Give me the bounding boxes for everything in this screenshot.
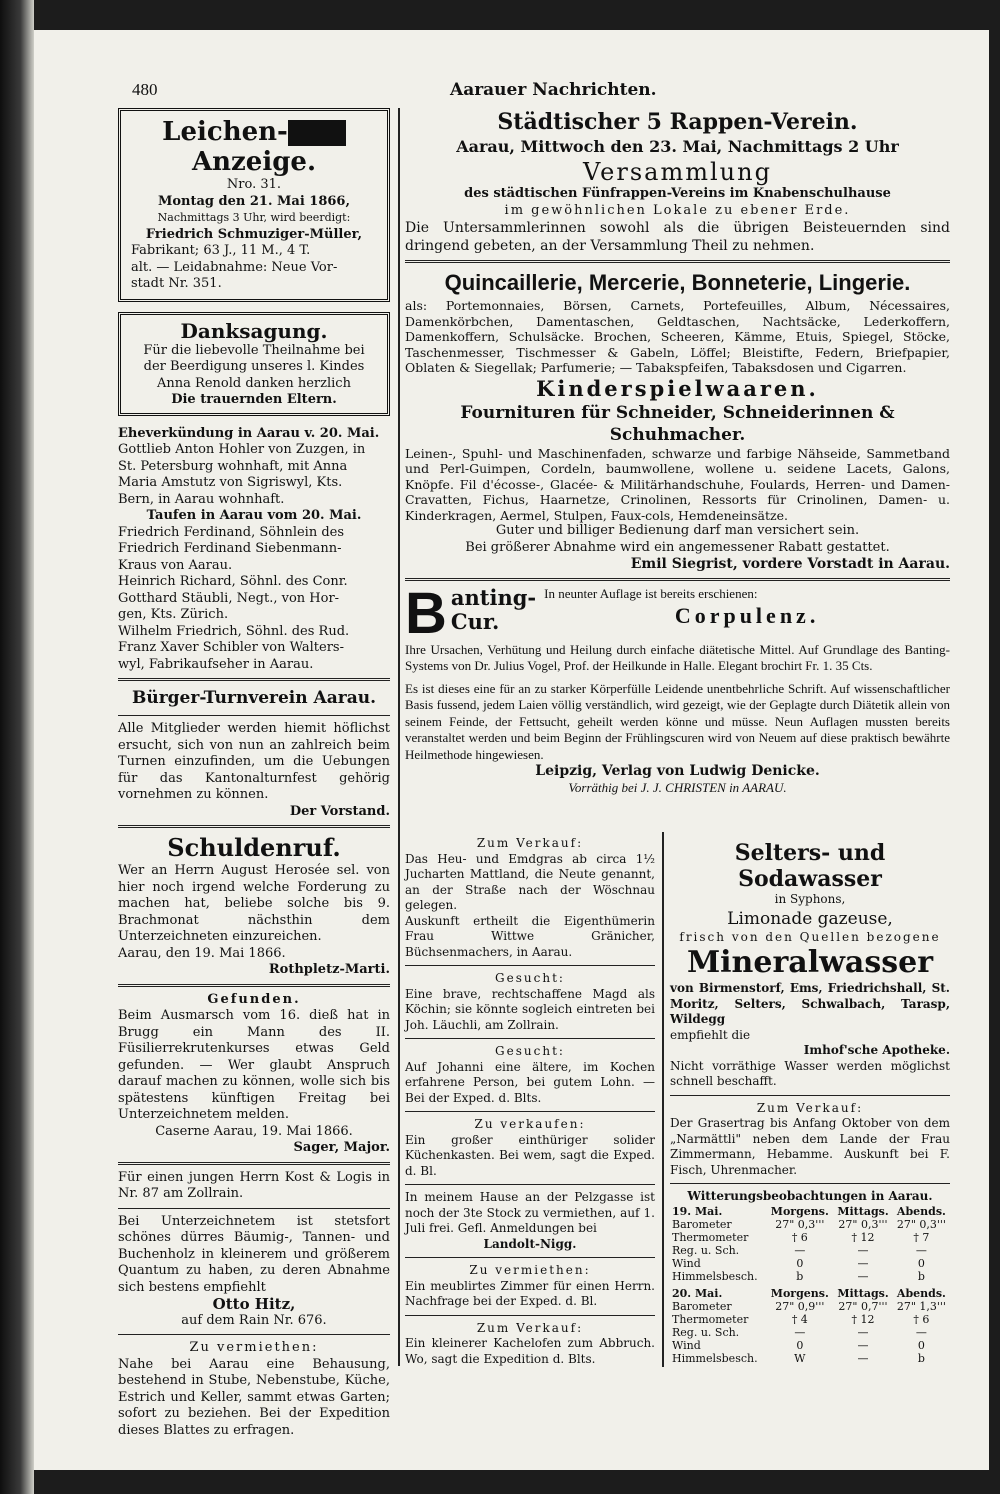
selters-l4: von Birmenstorf, Ems, Friedrichshall, St. Moritz, Selters, Schwalbach, Tarasp, Wildegg [670,981,950,1026]
weather-cell: † 12 [851,1312,875,1326]
divider [118,715,390,716]
selters-l7: Nicht vorräthige Wasser werden möglichst schnell beschafft. [670,1058,950,1088]
banting-logo-c: Cur. [450,608,500,634]
verkaufen-title: Zu verkaufen: [474,1117,586,1131]
banting-intro: In neunter Auflage ist bereits erschienen: [544,585,758,601]
ads-column [405,836,655,1367]
marriage-line: St. Petersburg wohnhaft, mit Anna [118,458,348,474]
weather-cell: 27" 0,9''' [775,1299,825,1313]
gras-text: Der Grasertrag bis Anfang Oktober von dem „Narmättli" neben dem Lande der Frau Zimmermann, Hebamme. Auskunft bei F. Fisch, Uhrenmacher. [670,1116,950,1177]
banting-text: Es ist dieses eine für an zu starker Körperfülle Leidende unentbehrliche Schrift. Auf wissenschaftlicher Basis fussend, jedem Laien völlig verständlich, wird gezeigt, wie der Geplagte durch Diätetik allein von seinem Feinde, der Fettsucht, geheilt werden könne und müsse. Neun Auflagen mussten bereits veranstaltet werden und beim Beginn der Frühlingscuren wird von Neuem auf diese praktisch bewährte Heilmethode hingewiesen. [405,680,950,762]
divider [118,825,390,828]
funeral-line: Fabrikant; 63 J., 11 M., 4 T. [131,243,311,258]
divider [118,984,390,987]
marriage-line: Maria Amstutz von Sigriswyl, Kts. [118,475,343,490]
divider [405,965,655,966]
weather-cell: b [796,1269,804,1283]
shop-line2: Bei größerer Abnahme wird ein angemessener Rabatt gestattet. [465,539,890,555]
funeral-time: Nachmittags 3 Uhr, wird beerdigt: [157,211,351,224]
weather-head: Abends. [896,1286,946,1300]
banting-logo-a: anting- [450,585,537,610]
weather-cell: Wind [672,1256,701,1270]
weather-cell: 0 [796,1256,804,1270]
holz-sign: Otto Hitz, [212,1295,296,1313]
page-edge-shadow [0,0,34,1494]
baptism-title: Taufen in Aarau vom 20. Mai. [146,508,362,523]
zimmer-title: Zu vermiethen: [469,1263,591,1277]
baptism-line: Friedrich Ferdinand Siebenmann- [118,541,342,556]
weather-cell: — [794,1325,806,1339]
weather-cell: Thermometer [672,1312,749,1326]
divider [405,1257,655,1258]
weather-cell: 27" 0,7''' [838,1299,888,1313]
weather-cell: † 6 [913,1312,930,1326]
banting-sub: Ihre Ursachen, Verhütung und Heilung durch einfache diätetische Mittel. Auf Grundlage des Banting-Systems von Dr. Julius Vogel, Prof. der Heilkunde in Halle. Elegant brochirt Fr. 1. 35 Cts. [405,641,950,673]
weather-cell: b [917,1269,925,1283]
weather-cell: — [857,1325,869,1339]
weather-cell: Barometer [672,1299,732,1313]
baptism-line: Friedrich Ferdinand, Söhnlein des [118,524,345,540]
marriage-title: Eheverkündung in Aarau v. 20. Mai. [118,425,380,441]
weather-table-day2 [670,1287,950,1365]
thanks-notice [118,312,390,416]
baptism-line: gen, Kts. Zürich. [118,607,229,622]
verkauf1-title: Zum Verkauf: [476,836,584,850]
gefunden-text: Beim Ausmarsch vom 16. dieß hat in Brugg ein Mann des II. Füsilierrekrutenkurses etwas Geld gefunden. — Wer glaubt Anspruch darauf machen zu können, wolle sich bis spätestens künftigen Freitag bei Unterzeichnetem melden. [118,1008,390,1122]
verein-heading: Versammlung [583,158,772,186]
weather-head: Mittags. [837,1204,889,1218]
turnverein-text: Alle Mitglieder werden hiemit höflichst ersucht, sich von nun an zahlreich beim Turnen einzufinden, um die Uebungen für das Kantonalturnfest gehörig vornehmen zu können. [118,721,390,802]
weather-cell: — [857,1351,869,1365]
baptism-line: wyl, Fabrikaufseher in Aarau. [118,656,314,672]
holz-sign2: auf dem Rain Nr. 676. [181,1312,327,1328]
baptism-line: Wilhelm Friedrich, Söhnl. des Rud. [118,623,350,639]
schuldenruf-text: Wer an Herrn August Herosée sel. von hier noch irgend welche Forderung zu machen hat, beliebe solche bis 9. Brachmonat nächsthin dem Unterzeichneten einzureichen. [118,863,390,944]
gesucht1-title: Gesucht: [495,971,565,985]
weather-cell: † 12 [851,1230,875,1244]
shop-sign: Emil Siegrist, vordere Vorstadt in Aarau. [630,556,950,572]
baptism-line: Gotthard Stäubli, Negt., von Hor- [118,590,340,606]
gras-title: Zum Verkauf: [756,1100,864,1115]
weather-cell: † 6 [791,1230,808,1244]
divider [405,1038,655,1039]
divider [118,1162,390,1165]
weather-cell: 0 [796,1338,804,1352]
weather-cell: — [857,1269,869,1283]
weather-cell: — [857,1243,869,1257]
funeral-number: Nro. 31. [226,177,282,192]
gesucht2-title: Gesucht: [495,1044,565,1058]
pelz-sign: Landolt-Nigg. [483,1236,577,1251]
weather-cell: 0 [917,1338,925,1352]
marriage-line: Bern, in Aarau wohnhaft. [118,491,285,507]
weather-cell: Barometer [672,1217,732,1231]
verein-title: Städtischer 5 Rappen-Verein. [497,109,858,135]
gefunden-sign: Sager, Major. [293,1140,390,1155]
weather-cell: — [794,1243,806,1257]
banting-ad [405,586,950,642]
weather-cell: Thermometer [672,1230,749,1244]
funeral-notice [118,108,390,302]
weather-cell: 27" 0,3''' [838,1217,888,1231]
weather-cell: Reg. u. Sch. [672,1243,740,1257]
black-mourning-band [288,120,346,146]
thanks-title: Danksagung. [180,318,328,343]
weather-cell: 27" 0,3''' [896,1217,946,1231]
weather-head: Abends. [896,1204,946,1218]
banting-logo-b: B [405,585,447,642]
thanks-line: der Beerdigung unseres l. Kindes [143,359,365,374]
weather-cell: b [917,1351,925,1365]
gesucht1-text: Eine brave, rechtschaffene Magd als Köchin; sie könnte sogleich eintreten bei Joh. Läuchli, am Zollrain. [405,986,655,1032]
shop-text: als: Portemonnaies, Börsen, Carnets, Portefeuilles, Album, Nécessaires, Damenkörbchen, Damentaschen, Geldtaschen, Nachtsäcke, Lederkoffern, Damenkoffern, Schulsäcke. Brochen, Scheeren, Kämme, Etuis, Spiegel, Stöcke, Taschenmesser, Tischmesser & Gabeln, Löffel; Bleistifte, Federn, Briefpapier, Oblaten & Siegellak; Parfumerie; — Tabakspfeifen, Tabaksdosen und Cigarren. [405,298,950,375]
weather-cell: 27" 0,3''' [775,1217,825,1231]
divider [118,1208,390,1209]
turnverein-sign: Der Vorstand. [289,803,390,819]
weather-cell: Wind [672,1338,701,1352]
divider [118,1334,390,1335]
ofen-title: Zum Verkauf: [476,1320,584,1335]
banting-title: Corpulenz. [674,603,820,628]
weather-table-day1 [670,1205,950,1283]
column-divider [398,108,400,1366]
weather-head: Mittags. [837,1286,889,1300]
selters-column [670,840,950,1365]
weather-cell: † 7 [913,1230,930,1244]
banting-stock: Vorräthig bei J. J. CHRISTEN in AARAU. [568,779,787,795]
verkaufen-text: Ein großer einthüriger solider Küchenkasten. Bei wem, sagt die Exped. d. Bl. [405,1132,655,1178]
funeral-line: stadt Nr. 351. [131,276,222,291]
banting-pub: Leipzig, Verlag von Ludwig Denicke. [535,763,820,779]
weather-cell: — [915,1243,927,1257]
weather-cell: — [857,1256,869,1270]
schuldenruf-sign: Rothpletz-Marti. [268,962,390,977]
divider [405,1184,655,1185]
shop-line1: Guter und billiger Bedienung darf man versichert sein. [495,523,860,538]
newspaper-title: Aarauer Nachrichten. [450,80,657,100]
banting-logo-text [451,586,536,634]
turnverein-title: Bürger-Turnverein Aarau. [131,688,376,708]
schuldenruf-date: Aarau, den 19. Mai 1866. [118,945,286,961]
verein-date: Aarau, Mittwoch den 23. Mai, Nachmittags 2 Uhr [456,137,899,156]
funeral-line: alt. — Leidabnahme: Neue Vor- [131,259,338,275]
baptism-line: Franz Xaver Schibler von Walters- [118,640,344,655]
gefunden-date: Caserne Aarau, 19. Mai 1866. [155,1123,353,1139]
divider [405,1111,655,1112]
weather-head: Morgens. [770,1286,829,1300]
selters-l1: in Syphons, [774,892,846,906]
divider [405,578,950,581]
baptism-line: Heinrich Richard, Söhnl. des Conr. [118,574,348,589]
funeral-name: Friedrich Schmuziger-Müller, [145,226,363,242]
weather-cell: 27" 1,3''' [896,1299,946,1313]
right-column [405,108,950,796]
verkauf1-text2: Auskunft ertheilt die Eigenthümerin Frau Wittwe Gränicher, Büchsenmachers, in Aarau. [405,913,655,959]
schuldenruf-title: Schuldenruf. [167,833,341,862]
weather-date: 19. Mai. [672,1204,723,1218]
divider [405,260,950,263]
weather-cell: W [794,1351,806,1365]
verein-sub2: im gewöhnlichen Lokale zu ebener Erde. [504,202,851,218]
verein-sub: des städtischen Fünfrappen-Vereins im Knabenschulhause [464,186,891,201]
weather-cell: † 4 [791,1312,808,1326]
selters-l5: empfiehlt die [670,1027,751,1042]
shop-title: Quincaillerie, Mercerie, Bonneterie, Lingerie. [444,270,911,295]
baptism-line: Kraus von Aarau. [118,557,233,573]
weather-cell: 0 [917,1256,925,1270]
funeral-title-b: Anzeige. [191,147,317,177]
vermieten-title: Zu vermiethen: [189,1340,319,1355]
thanks-line: Anna Renold danken herzlich [157,375,351,391]
selters-l3: frisch von den Quellen bezogene [679,929,941,944]
verkauf1-text: Das Heu- und Emdgras ab circa 1½ Jucharten Mattland, die Neute genannt, an der Straße nach der Wöschnau gelegen. [405,851,655,912]
funeral-date: Montag den 21. Mai 1866, [157,193,351,209]
pelz-text: In meinem Hause an der Pelzgasse ist noch der 3te Stock zu vermiethen, auf 1. Juli frei. Gefl. Anmeldungen bei [405,1190,655,1235]
funeral-title-a: Leichen- [162,117,288,147]
zimmer-text: Ein meublirtes Zimmer für einen Herrn. Nachfrage bei der Exped. d. Bl. [405,1278,655,1308]
divider [670,1095,950,1096]
column-divider-right [662,832,664,1367]
gefunden-title: Gefunden. [207,991,301,1007]
verein-text: Die Untersammlerinnen sowohl als die übrigen Beisteuernden sind dringend gebeten, an der Versammlung Theil zu nehmen. [405,220,950,254]
divider [405,1315,655,1316]
divider [670,1183,950,1184]
ofen-text: Ein kleinerer Kachelofen zum Abbruch. Wo, sagt die Expedition d. Blts. [405,1336,655,1366]
selters-l6: Imhof'sche Apotheke. [803,1043,950,1057]
thanks-sign: Die trauernden Eltern. [171,392,337,407]
kost-text: Für einen jungen Herrn Kost & Logis in Nr. 87 am Zollrain. [118,1169,390,1201]
weather-head: Morgens. [770,1204,829,1218]
left-column [118,108,390,1439]
weather-cell: Reg. u. Sch. [672,1325,740,1339]
vermieten-text: Nahe bei Aarau eine Behausung, bestehend in Stube, Nebenstube, Küche, Estrich und Keller, sammt etwas Garten; sofort zu beziehen. Bei der Expedition dieses Blattes zu erfragen. [118,1356,390,1438]
selters-big: Mineralwasser [686,945,934,980]
page-number: 480 [132,80,158,99]
weather-title: Witterungsbeobachtungen in Aarau. [687,1189,933,1203]
weather-cell: Himmelsbesch. [672,1269,758,1283]
divider [118,678,390,681]
marriage-line: Gottlieb Anton Hohler von Zuzgen, in [118,442,366,457]
thanks-line: Für die liebevolle Theilnahme bei [143,342,365,358]
holz-text: Bei Unterzeichnetem ist stetsfort schönes dürres Bäumig-, Tannen- und Buchenholz in kleinerem und größerem Quantum zu haben, zu deren Abnahme sich bestens empfiehlt [118,1213,390,1295]
selters-l2: Limonade gazeuse, [727,908,893,929]
weather-cell: — [857,1338,869,1352]
weather-date: 20. Mai. [672,1286,723,1300]
weather-cell: Himmelsbesch. [672,1351,758,1365]
gesucht2-text: Auf Johanni eine ältere, im Kochen erfahrene Person, bei gutem Lohn. — Bei der Exped. d. Blts. [405,1059,655,1105]
selters-title: Selters- und Sodawasser [734,840,886,892]
shop-supplies: Fournituren für Schneider, Schneiderinnen & Schuhmacher. [460,402,895,445]
weather-cell: — [915,1325,927,1339]
shop-text2: Leinen-, Spuhl- und Maschinenfaden, schwarze und farbige Nähseide, Sammetband und Perl-Guimpen, Cordeln, baumwollene, wollene u. seidene Lacets, Galons, Knöpfe. Fil d'écosse-, Glacée- & Militärhandschuhe, Foulards, Herren- und Damen-Cravatten, Fichus, Haarnetze, Crinolinen, Ressorts für Crinolinen, Damen- u. Kinderkragen, Aermel, Stulpen, Faux-cols, Hemdeneinsätze. [405,445,950,523]
shop-toys: Kinderspielwaaren. [536,375,819,401]
